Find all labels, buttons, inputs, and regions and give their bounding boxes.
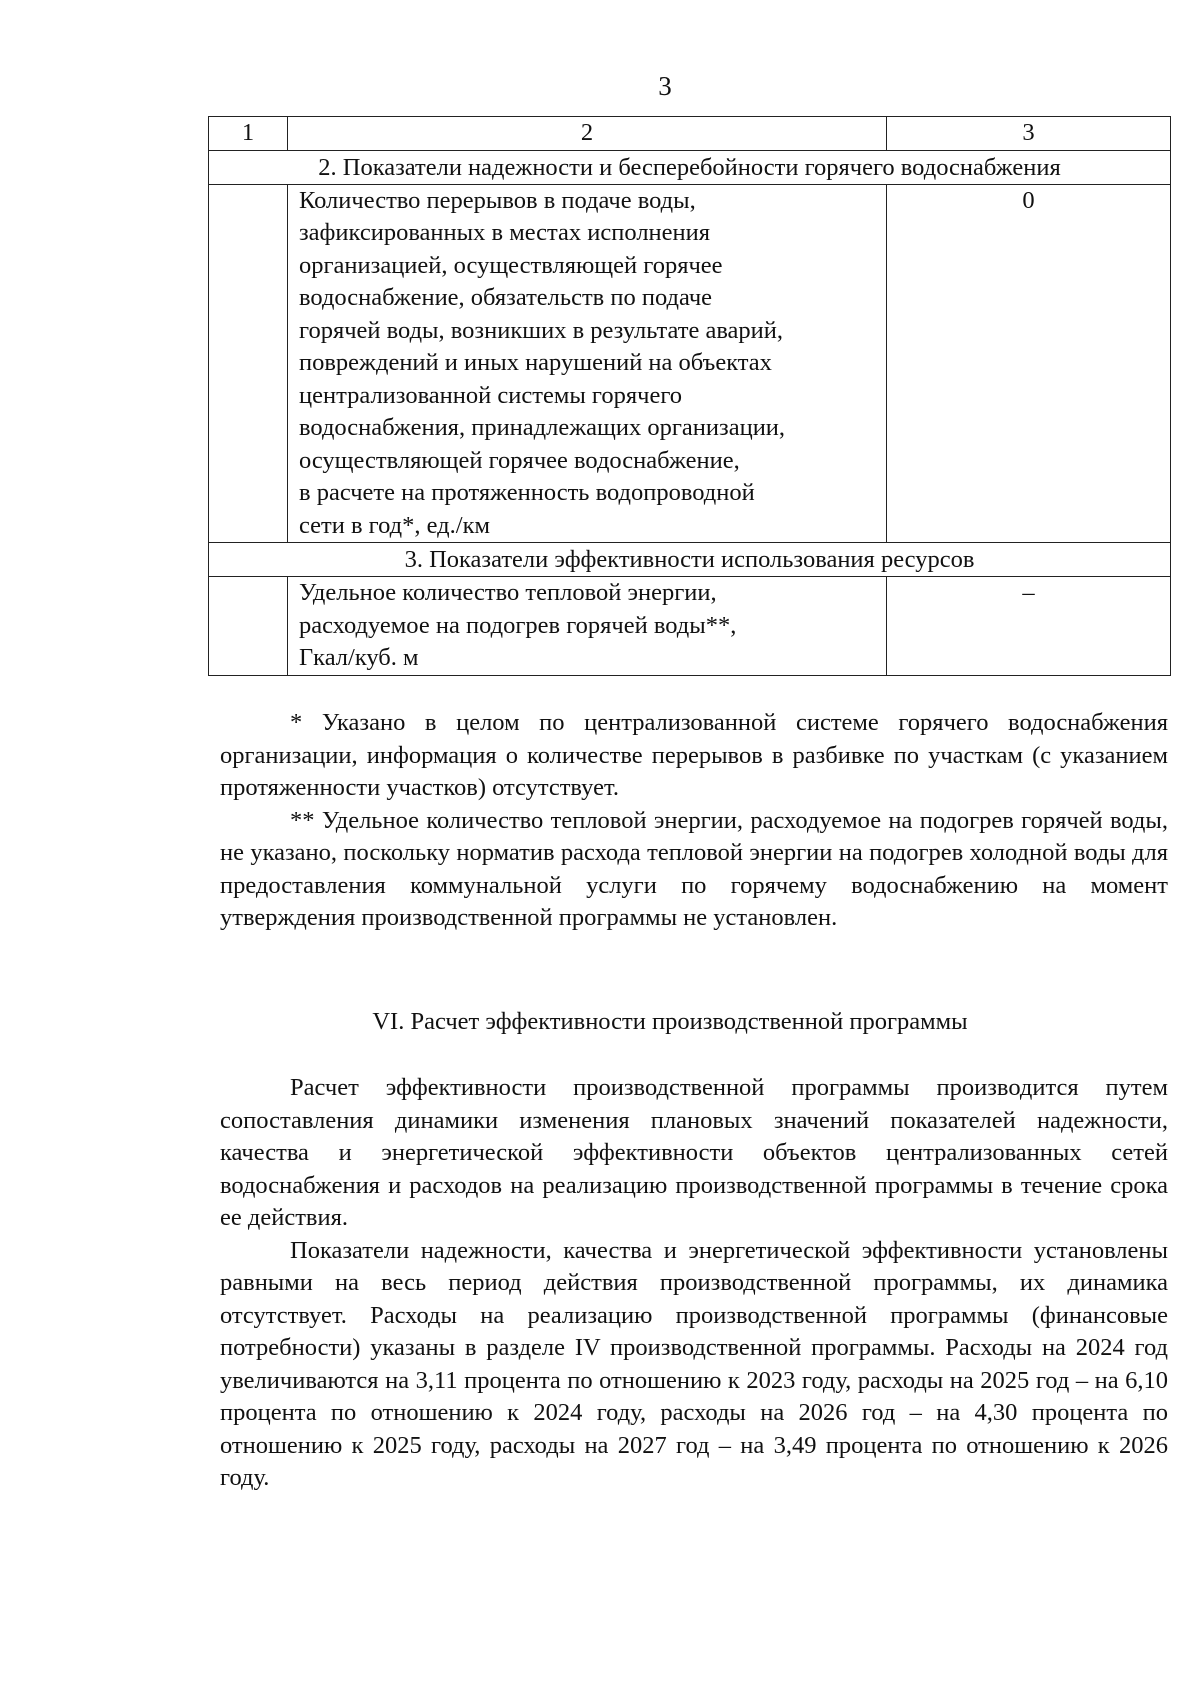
section-3-title: 3. Показатели эффективности использования ресурсов [209,543,1171,577]
footnote-1: * Указано в целом по централизованной системе горячего водоснабжения организации, информация о количестве перерывов в разбивке по участкам (с указанием протяженности участков) отсутствует. [220,709,1168,801]
text-line: Удельное количество тепловой энергии, [299,579,717,606]
text-line: повреждений и иных нарушений на объектах [299,349,772,376]
footnotes [220,707,1168,935]
text-line: горячей воды, возникших в результате аварий, [299,316,784,344]
table-header-cell: 3 [887,117,1171,151]
table-cell-number [209,184,288,543]
section-heading: VI. Расчет эффективности производственной программы [372,1008,968,1035]
paragraph: Показатели надежности, качества и энергетической эффективности установлены равными на весь период действия производственной программы, их динамика отсутствует. Расходы на реализацию производственной программы (финансовые потребности) указаны в разделе IV производственной программы. Расходы на 2024 год увеличиваются на 3,11 процента по отношению к 2023 году, расходы на 2025 год – на 6,10 процента по отношению к 2024 году, расходы на 2026 год – на 4,30 процента по отношению к 2025 году, расходы на 2027 год – на 3,49 процента по отношению к 2026 году. [220,1236,1168,1491]
section-body [220,1072,1168,1495]
text-line: Гкал/куб. м [299,644,419,671]
section-2-title: 2. Показатели надежности и бесперебойности горячего водоснабжения [209,150,1171,184]
page-number: 3 [658,71,672,101]
footnote-2: ** Удельное количество тепловой энергии, расходуемое на подогрев горячей воды, не указано, поскольку норматив расхода тепловой энергии на подогрев холодной воды для предоставления коммунальной услуги по горячему водоснабжению на момент утверждения производственной программы не установлен. [220,806,1168,931]
table-header-cell: 1 [209,117,288,151]
text-line: расходуемое на подогрев горячей воды**, [299,611,737,639]
text-line: централизованной системы горячего [299,381,683,409]
text-line: Количество перерывов в подаче воды, [299,186,696,214]
text-line: сети в год*, ед./км [299,511,490,539]
text-line: водоснабжения, принадлежащих организации, [299,414,786,441]
text-line: осуществляющей горячее водоснабжение, [299,446,740,474]
indicators-table [208,116,1171,676]
indicator-description [288,577,887,676]
text-line: организацией, осуществляющей горячее [299,251,723,279]
indicator-description [288,184,887,543]
indicator-value: 0 [887,184,1171,543]
indicator-value: – [887,577,1171,676]
table-row [209,577,1171,676]
text-line: водоснабжение, обязательств по подаче [299,284,713,311]
paragraph: Расчет эффективности производственной программы производится путем сопоставления динамики изменения плановых значений показателей надежности, качества и энергетической эффективности объектов централизованных сетей водоснабжения и расходов на реализацию производственной программы в течение срока ее действия. [220,1074,1168,1231]
table-cell-number [209,577,288,676]
table-section-row [209,150,1171,184]
table-section-row [209,543,1171,577]
table-header-row [209,117,1171,151]
text-line: зафиксированных в местах исполнения [299,219,711,246]
table-row [209,184,1171,543]
text-line: в расчете на протяженность водопроводной [299,479,755,506]
table-header-cell: 2 [288,117,887,151]
